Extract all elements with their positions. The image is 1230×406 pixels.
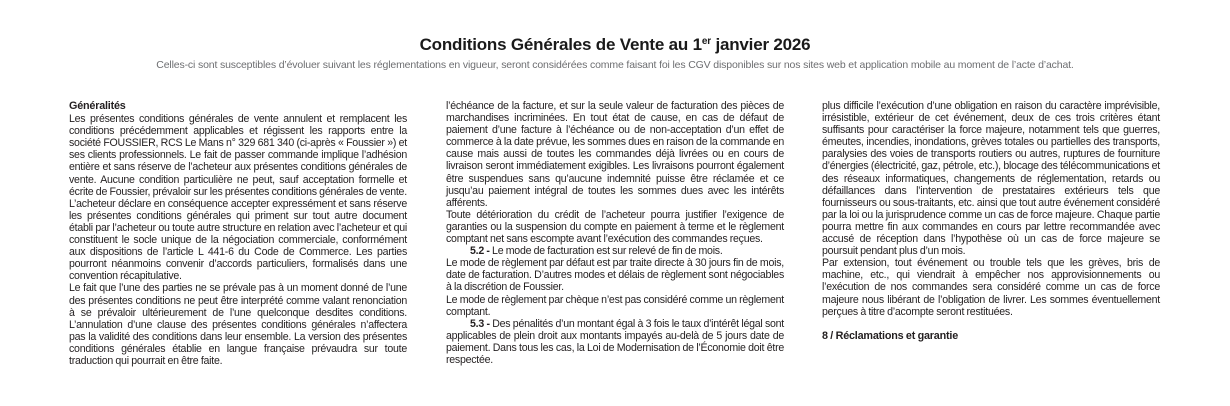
section-heading-reclamations: 8 / Réclamations et garantie (822, 329, 959, 342)
spacer (822, 318, 1160, 330)
title-superscript: er (701, 36, 711, 47)
column-2 (446, 100, 784, 366)
paragraph: plus difficile l’exécution d’une obligation en raison du caractère imprévisible, irrésistible, extérieur de cet événement, deux de ces trois critères étant suffisants pour caractériser la force majeure, notamment tels que guerres, émeutes, incendies, inondations, grèves totales ou partielles des transports, paralysies des voies de transports routiers ou autres, ruptures de fourniture d’énergies (électricité, gaz, pétrole, etc.), blocage des télécommunications et des réseaux informatiques, changements de réglementation, retards ou défaillances dans l’intervention de prestataires extérieurs tels que fournisseurs ou sous-traitants, etc. ainsi que tout autre événement considéré par la loi ou la jurisprudence comme un cas de force majeure. Chaque partie pourra mettre fin aux commandes en cours par lettre recommandée avec accusé de réception dans l’hypothèse où un cas de force majeure se poursuit pendant plus d’un mois. (822, 100, 1160, 258)
document-title: Conditions Générales de Vente au 1er janvier 2026 (419, 35, 811, 54)
column-1 (69, 100, 407, 367)
paragraph: Le fait que l’une des parties ne se prévale pas à un moment donné de l’une des présentes conditions ne peut être interprété comme valant renonciation à se prévaloir ultérieurement de l’une quelconque desdites conditions. L’annulation d’une clause des présentes conditions générales n’affectera pas la validité des conditions dans leur ensemble. La version des présentes conditions générales établie en langue française prévaudra sur toute traduction qui pourrait en être faite. (69, 282, 407, 367)
clause-5-2: 5.2 - Le mode de facturation est sur relevé de fin de mois. (470, 245, 723, 258)
paragraph: L’acheteur déclare en conséquence accepter expressément et sans réserve les présentes conditions générales qui priment sur tout autre document établi par l’acheteur ou toute autre structure en relation avec l’acheteur et qui constituent le socle unique de la négociation commerciale, conformément aux dispositions de l’article L 441-6 du Code de Commerce. Les parties pourront néanmoins convenir d’accords particuliers, formalisés dans une convention récapitulative. (69, 197, 407, 283)
column-3 (822, 100, 1160, 342)
paragraph: Le mode de règlement par chèque n’est pas considéré comme un règlement comptant. (446, 293, 784, 318)
paragraph: Le mode de règlement par défaut est par traite directe à 30 jours fin de mois, date de facturation. D’autres modes et délais de règlement sont négociables à la discrétion de Foussier. (446, 257, 784, 294)
clause-number: 5.2 - (470, 245, 490, 258)
paragraph: Toute détérioration du crédit de l’acheteur pourra justifier l’exigence de garanties ou la suspension du compte en paiement à terme et le règlement comptant net sans escompte avant l’exécution des commandes reçues. (446, 208, 784, 246)
paragraph: Les présentes conditions générales de vente annulent et remplacent les conditions précédemment applicables et régissent les rapports entre la société FOUSSIER, RCS Le Mans n° 329 681 340 (ci-après « Foussier ») et ses clients professionnels. Le fait de passer commande implique l’adhésion entière et sans réserve de l’acheteur aux présentes conditions générales de vente. Aucune condition particulière ne peut, sauf acceptation formelle et écrite de Foussier, prévaloir sur les présentes conditions générales de vente. (69, 113, 407, 198)
clause-number: 5.3 - (470, 317, 490, 330)
section-heading-generalites: Généralités (69, 100, 126, 112)
clause-5-3: 5.3 - Des pénalités d’un montant égal à 3 fois le taux d’intérêt légal sont applicables de plein droit aux montants impayés au-delà de 5 jours date de paiement. Dans tous les cas, la Loi de Modernisation de l’Économie doit être respectée. (446, 317, 785, 366)
document-subtitle: Celles-ci sont susceptibles d’évoluer suivant les réglementations en vigueur, seront considérées comme faisant foi les CGV disponibles sur nos sites web et application mobile au moment de l’acte d’achat. (156, 59, 1074, 71)
paragraph: Par extension, tout événement ou trouble tels que les grèves, bris de machine, etc., qui viendrait à empêcher nos approvisionnements ou l’exécution de nos commandes sera considéré comme un cas de force majeure nous libérant de l’obligation de livrer. Les sommes éventuellement perçues à titre d’acompte seront restituées. (822, 257, 1160, 318)
paragraph: l’échéance de la facture, et sur la seule valeur de facturation des pièces de marchandises incriminées. En tout état de cause, en cas de défaut de paiement d’une facture à l’échéance ou de non-acceptation d’un effet de commerce à la date prévue, les sommes dues en raison de la commande en cause mais aussi de toutes les commandes déjà livrées ou en cours de livraison seront immédiatement exigibles. Les livraisons pourront également être suspendues sans qu’aucune indemnité puisse être réclamée et ce jusqu’au paiement intégral de toutes les sommes dues avec les intérêts afférents. (446, 100, 784, 209)
